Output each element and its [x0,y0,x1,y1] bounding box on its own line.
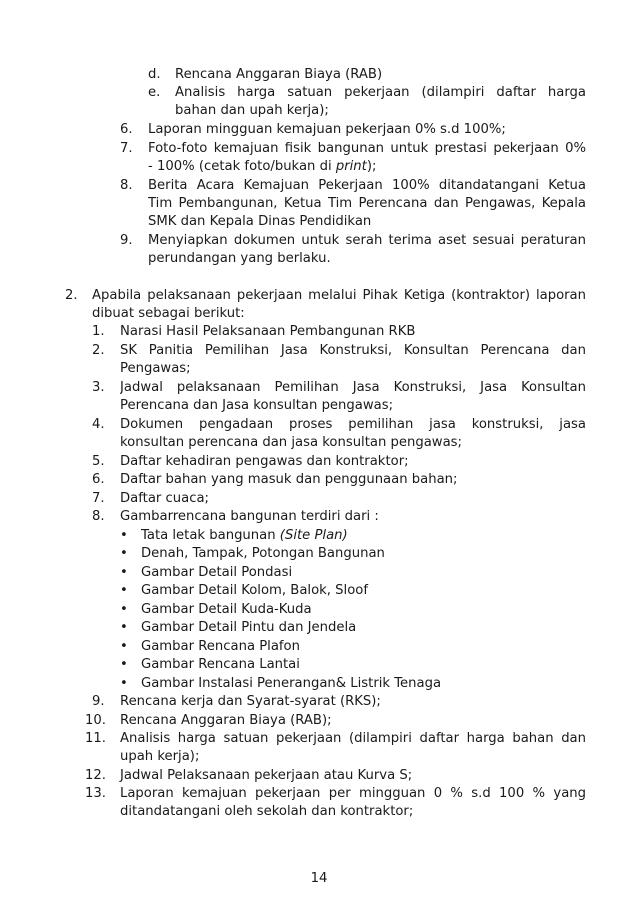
list-marker: 11. [85,731,106,746]
list-item-text: Jadwal Pelaksanaan pekerjaan atau Kurva S; [120,768,413,783]
list-item-text: Rencana Anggaran Biaya (RAB) [175,67,383,82]
list-item-text: SK Panitia Pemilihan Jasa Konstruksi, Konsultan Perencana dan [120,343,586,358]
list-marker: 9. [120,233,133,248]
list-marker: 8. [92,509,105,524]
list-item-text: Jadwal pelaksanaan Pemilihan Jasa Konstruksi, Jasa Konsultan [120,380,586,395]
bullet-icon: • [120,620,128,635]
bullet-item-text: Gambar Rencana Plafon [141,639,300,654]
bullet-item-text: Denah, Tampak, Potongan Bangunan [141,546,385,561]
list-marker: 7. [92,491,105,506]
list-item-text: perundangan yang berlaku. [148,251,331,266]
list-item-text: Tim Pembangunan, Ketua Tim Perencana dan Pengawas, Kepala [148,196,586,211]
list-item-text: ditandatangani oleh sekolah dan kontraktor; [120,804,414,819]
italic-text: (Site Plan) [279,528,348,543]
page-number: 14 [310,871,328,886]
list-marker: 6. [92,472,105,487]
bullet-item-text: Gambar Detail Pintu dan Jendela [141,620,357,635]
bullet-icon: • [120,546,128,561]
list-item-text: Gambarrencana bangunan terdiri dari : [120,509,379,524]
list-marker: 13. [85,786,106,801]
list-marker: 5. [92,454,105,469]
list-item-text: Pengawas; [120,361,191,376]
section-marker: 2. [65,288,78,303]
list-marker: 2. [92,343,105,358]
list-item-text: Laporan kemajuan pekerjaan per mingguan 0 % s.d 100 % yang [120,786,586,801]
list-marker: 10. [85,713,106,728]
section-text: dibuat sebagai berikut: [92,306,245,321]
text-run: ); [366,159,377,174]
bullet-icon: • [120,528,128,543]
list-marker: 9. [92,694,105,709]
bullet-icon: • [120,657,128,672]
list-marker: 1. [92,324,105,339]
list-item-text: Rencana kerja dan Syarat-syarat (RKS); [120,694,381,709]
bullet-item-text: Gambar Detail Kolom, Balok, Sloof [141,583,368,598]
list-item-text: bahan dan upah kerja); [175,103,329,118]
section-text: Apabila pelaksanaan pekerjaan melalui Pihak Ketiga (kontraktor) laporan [92,288,586,303]
bullet-item-text: Gambar Detail Kuda-Kuda [141,602,312,617]
list-item-text: Perencana dan Jasa konsultan pengawas; [120,398,394,413]
text-run: Tata letak bangunan [141,528,280,543]
bullet-item-text: Gambar Detail Pondasi [141,565,293,580]
list-item-text: Narasi Hasil Pelaksanaan Pembangunan RKB [120,324,416,339]
text-run: - 100% (cetak foto/bukan di [148,159,336,174]
bullet-icon: • [120,583,128,598]
list-marker: 7. [120,141,133,156]
list-item-text: Daftar cuaca; [120,491,209,506]
bullet-icon: • [120,676,128,691]
list-item-text: Berita Acara Kemajuan Pekerjaan 100% ditandatangani Ketua [148,178,586,193]
list-item-text: konsultan perencana dan jasa konsultan pengawas; [120,435,462,450]
list-marker: e. [148,85,161,100]
list-marker: 8. [120,178,133,193]
bullet-item-text: Gambar Instalasi Penerangan& Listrik Tenaga [141,676,442,691]
bullet-item-text [141,527,348,545]
bullet-icon: • [120,602,128,617]
list-item-text: Laporan mingguan kemajuan pekerjaan 0% s.d 100%; [148,122,506,137]
list-marker: d. [148,67,161,82]
list-item-text: upah kerja); [120,749,200,764]
list-item-text: Rencana Anggaran Biaya (RAB); [120,713,332,728]
list-item-text: Analisis harga satuan pekerjaan (dilampiri daftar harga [175,85,586,100]
list-item-text: Dokumen pengadaan proses pemilihan jasa konstruksi, jasa [120,417,586,432]
list-item-text: Daftar kehadiran pengawas dan kontraktor; [120,454,409,469]
list-item-text: SMK dan Kepala Dinas Pendidikan [148,214,372,229]
bullet-icon: • [120,565,128,580]
list-item-text: Daftar bahan yang masuk dan penggunaan bahan; [120,472,458,487]
list-item-text: Menyiapkan dokumen untuk serah terima aset sesuai peraturan [148,233,586,248]
list-marker: 4. [92,417,105,432]
bullet-item-text: Gambar Rencana Lantai [141,657,300,672]
list-marker: 6. [120,122,133,137]
italic-text: print [335,159,367,174]
list-item-text [148,158,376,176]
list-marker: 12. [85,768,106,783]
bullet-icon: • [120,639,128,654]
list-item-text: Analisis harga satuan pekerjaan (dilampiri daftar harga bahan dan [120,731,586,746]
list-item-text: Foto-foto kemajuan fisik bangunan untuk prestasi pekerjaan 0% [148,141,586,156]
list-marker: 3. [92,380,105,395]
